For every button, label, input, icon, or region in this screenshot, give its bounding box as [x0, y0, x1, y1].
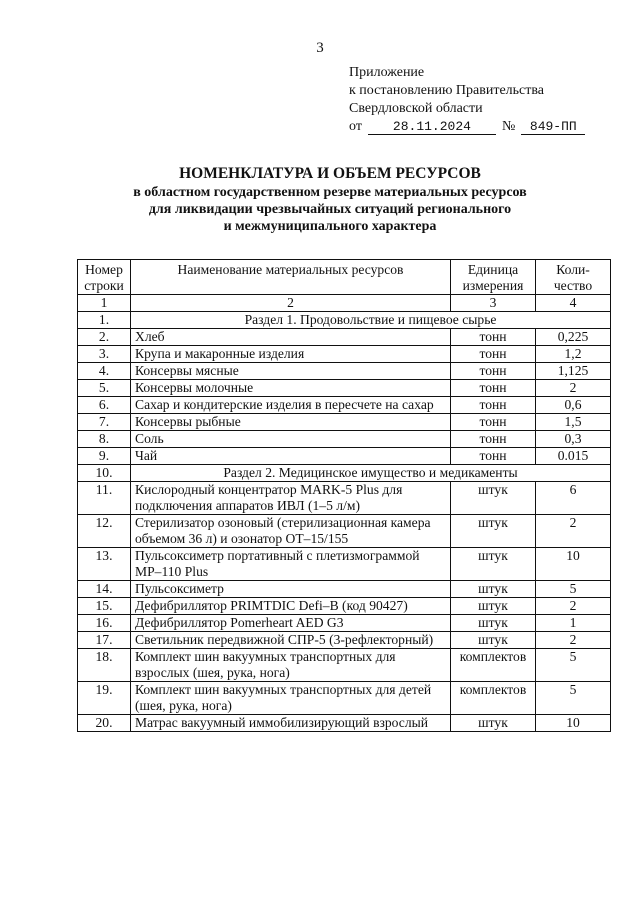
resource-name: Консервы мясные: [131, 363, 451, 380]
title-sub-3: и межмуниципального характера: [223, 219, 437, 234]
number-prefix: №: [501, 119, 516, 134]
table-header-row: [78, 260, 611, 295]
table-row: [78, 682, 611, 715]
decree-date: 28.11.2024: [368, 120, 496, 135]
resource-name: Сахар и кондитерские изделия в пересчете на сахар: [131, 397, 451, 414]
row-number: 14.: [78, 581, 131, 598]
quantity: 1: [536, 615, 611, 632]
resource-name: Светильник передвижной СПР-5 (3-рефлекторный): [131, 632, 451, 649]
resource-name: Комплект шин вакуумных транспортных для детей (шея, рука, нога): [131, 682, 451, 715]
date-prefix: от: [349, 119, 362, 134]
quantity: 2: [536, 515, 611, 548]
appendix-line-1: Приложение: [349, 65, 425, 80]
appendix-date-line: [349, 118, 585, 136]
resource-name: Крупа и макаронные изделия: [131, 346, 451, 363]
table-row: [78, 581, 611, 598]
unit-of-measure: комплектов: [451, 682, 536, 715]
unit-of-measure: тонн: [451, 414, 536, 431]
unit-of-measure: штук: [451, 632, 536, 649]
quantity: 2: [536, 380, 611, 397]
unit-of-measure: тонн: [451, 448, 536, 465]
row-number: 10.: [78, 465, 131, 482]
unit-of-measure: тонн: [451, 329, 536, 346]
row-number: 16.: [78, 615, 131, 632]
table-row: [78, 632, 611, 649]
unit-of-measure: тонн: [451, 346, 536, 363]
table-row: [78, 482, 611, 515]
header-row-number-line1: Номер: [85, 262, 123, 277]
column-index: 2: [131, 295, 451, 312]
quantity: 10: [536, 715, 611, 732]
quantity: 0.015: [536, 448, 611, 465]
unit-of-measure: тонн: [451, 363, 536, 380]
table-row: [78, 615, 611, 632]
unit-of-measure: штук: [451, 715, 536, 732]
appendix-line-2: к постановлению Правительства: [349, 83, 545, 98]
quantity: 2: [536, 632, 611, 649]
row-number: 15.: [78, 598, 131, 615]
row-number: 5.: [78, 380, 131, 397]
row-number: 11.: [78, 482, 131, 515]
table-row: [78, 715, 611, 732]
quantity: 0,6: [536, 397, 611, 414]
table-row: [78, 414, 611, 431]
row-number: 17.: [78, 632, 131, 649]
row-number: 12.: [78, 515, 131, 548]
resource-name: Стерилизатор озоновый (стерилизационная камера объемом 36 л) и озонатор ОТ–15/155: [131, 515, 451, 548]
decree-number: 849-ПП: [521, 120, 585, 135]
row-number: 2.: [78, 329, 131, 346]
row-number: 18.: [78, 649, 131, 682]
header-unit: [451, 260, 536, 295]
header-unit-line2: измерения: [462, 278, 524, 293]
resource-name: Хлеб: [131, 329, 451, 346]
row-number: 8.: [78, 431, 131, 448]
header-unit-line1: Единица: [467, 262, 519, 277]
document-title: [0, 164, 640, 235]
quantity: 0,225: [536, 329, 611, 346]
column-index-row: [78, 295, 611, 312]
title-main: НОМЕНКЛАТУРА И ОБЪЕМ РЕСУРСОВ: [179, 165, 481, 182]
column-index: 1: [78, 295, 131, 312]
section-title: Раздел 2. Медицинское имущество и медикаменты: [131, 465, 611, 482]
quantity: 5: [536, 682, 611, 715]
row-number: 4.: [78, 363, 131, 380]
header-row-number-line2: строки: [84, 278, 124, 293]
resource-name: Кислородный концентратор MARK-5 Plus для подключения аппаратов ИВЛ (1–5 л/м): [131, 482, 451, 515]
resource-name: Консервы молочные: [131, 380, 451, 397]
table-row: [78, 380, 611, 397]
quantity: 0,3: [536, 431, 611, 448]
quantity: 2: [536, 598, 611, 615]
resource-name: Дефибриллятор Pomerheart AED G3: [131, 615, 451, 632]
unit-of-measure: штук: [451, 598, 536, 615]
unit-of-measure: штук: [451, 615, 536, 632]
header-quantity-line1: Коли-: [556, 262, 590, 277]
resource-name: Пульсоксиметр портативный с плетизмограммой МР–110 Plus: [131, 548, 451, 581]
header-quantity-line2: чество: [553, 278, 593, 293]
quantity: 6: [536, 482, 611, 515]
table-row: [78, 346, 611, 363]
row-number: 9.: [78, 448, 131, 465]
table-row: [78, 431, 611, 448]
header-row-number: [78, 260, 131, 295]
section-row: [78, 465, 611, 482]
unit-of-measure: штук: [451, 581, 536, 598]
header-resource-name: Наименование материальных ресурсов: [131, 260, 451, 295]
appendix-block: [349, 64, 585, 136]
unit-of-measure: штук: [451, 482, 536, 515]
unit-of-measure: штук: [451, 515, 536, 548]
quantity: 1,2: [536, 346, 611, 363]
table-row: [78, 397, 611, 414]
table-row: [78, 548, 611, 581]
resource-name: Комплект шин вакуумных транспортных для взрослых (шея, рука, нога): [131, 649, 451, 682]
unit-of-measure: тонн: [451, 397, 536, 414]
quantity: 1,5: [536, 414, 611, 431]
appendix-line-3: Свердловской области: [349, 101, 483, 116]
resource-name: Чай: [131, 448, 451, 465]
column-index: 4: [536, 295, 611, 312]
row-number: 19.: [78, 682, 131, 715]
table-row: [78, 448, 611, 465]
resource-name: Пульсоксиметр: [131, 581, 451, 598]
row-number: 3.: [78, 346, 131, 363]
table-row: [78, 329, 611, 346]
unit-of-measure: штук: [451, 548, 536, 581]
row-number: 13.: [78, 548, 131, 581]
section-row: [78, 312, 611, 329]
quantity: 5: [536, 581, 611, 598]
row-number: 6.: [78, 397, 131, 414]
table-row: [78, 649, 611, 682]
resource-name: Соль: [131, 431, 451, 448]
quantity: 5: [536, 649, 611, 682]
table-row: [78, 598, 611, 615]
quantity: 1,125: [536, 363, 611, 380]
resource-name: Дефибриллятор PRIMTDIC Defi–B (код 90427): [131, 598, 451, 615]
title-sub-2: для ликвидации чрезвычайных ситуаций регионального: [148, 202, 512, 217]
row-number: 7.: [78, 414, 131, 431]
title-sub-1: в областном государственном резерве материальных ресурсов: [133, 185, 527, 200]
table-row: [78, 515, 611, 548]
resources-table: [77, 259, 611, 732]
resource-name: Консервы рыбные: [131, 414, 451, 431]
quantity: 10: [536, 548, 611, 581]
unit-of-measure: тонн: [451, 431, 536, 448]
column-index: 3: [451, 295, 536, 312]
unit-of-measure: тонн: [451, 380, 536, 397]
unit-of-measure: комплектов: [451, 649, 536, 682]
header-quantity: [536, 260, 611, 295]
table-row: [78, 363, 611, 380]
row-number: 1.: [78, 312, 131, 329]
page-number: 3: [316, 40, 324, 56]
section-title: Раздел 1. Продовольствие и пищевое сырье: [131, 312, 611, 329]
row-number: 20.: [78, 715, 131, 732]
resource-name: Матрас вакуумный иммобилизирующий взрослый: [131, 715, 451, 732]
